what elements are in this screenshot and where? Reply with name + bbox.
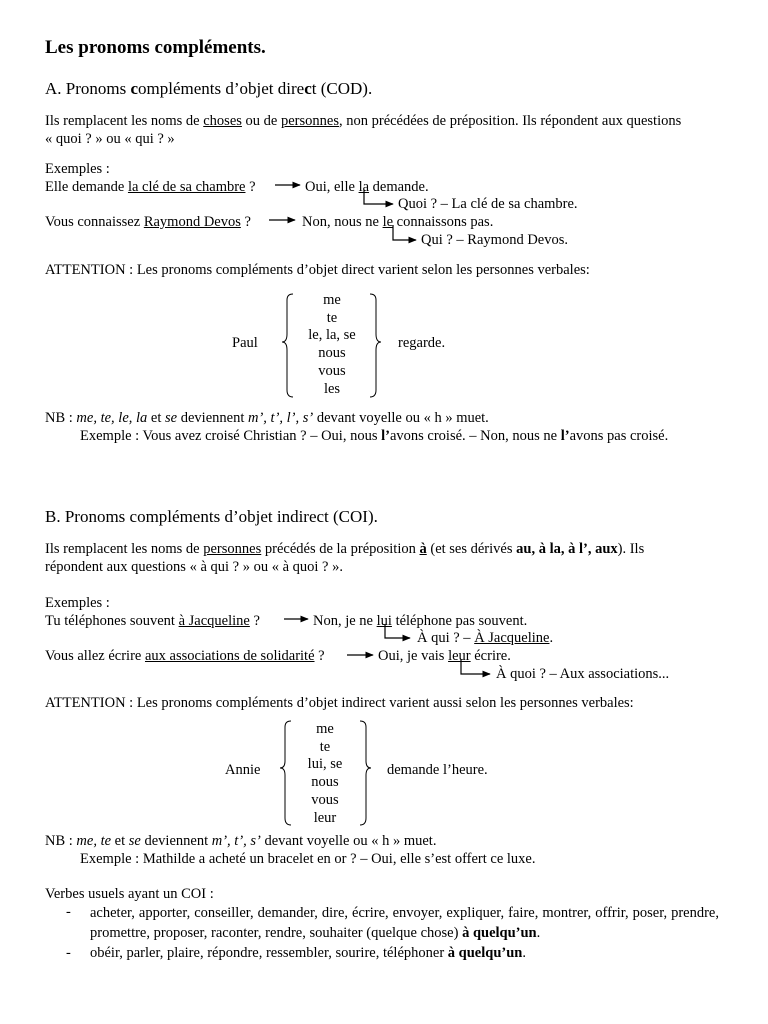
- underlined-word: choses: [203, 113, 242, 129]
- table-subject: Annie: [225, 762, 261, 778]
- underlined-complement: la clé de sa chambre: [127, 179, 246, 195]
- pronoun-item: vous: [318, 362, 346, 379]
- text: Elle demande: [45, 179, 128, 195]
- text: avons croisé. – Non, nous ne: [389, 428, 561, 444]
- text: , non précédées de préposition. Ils répondent aux questions: [338, 113, 682, 129]
- italic-pronouns: se: [128, 833, 141, 849]
- example-subquestion: À quoi ? – Aux associations...: [496, 666, 670, 682]
- text: .: [536, 925, 541, 941]
- verbs-label: Verbes usuels ayant un COI :: [45, 886, 214, 902]
- underlined-complement: À Jacqueline: [474, 630, 550, 646]
- heading-text: A. Pronoms: [45, 79, 131, 98]
- text: Ils remplacent les noms de: [45, 541, 204, 557]
- italic-pronouns: m’, t’, s’: [211, 833, 261, 849]
- text: demande.: [369, 179, 429, 195]
- bold-text: à quelqu’un: [447, 945, 523, 961]
- text: avons pas croisé.: [569, 428, 669, 444]
- pronoun-item: me: [316, 721, 334, 737]
- text: acheter, apporter, conseiller, demander, dire, écrire, envoyer, expliquer, faire, montrer, offrir, poser, prendre, promettre, proposer, raconter, rendre, souhaiter (quelque chose): [90, 905, 719, 941]
- heading-letter-bold: c: [130, 79, 139, 98]
- arrow-bent-icon: [461, 660, 490, 674]
- text: À qui ? –: [417, 630, 475, 646]
- text: Non, nous ne: [302, 214, 383, 230]
- text: et: [111, 833, 129, 849]
- example-subquestion: Quoi ? – La clé de sa chambre.: [398, 196, 578, 212]
- underlined-pronoun: la: [358, 179, 370, 195]
- underlined-pronoun: leur: [448, 648, 471, 664]
- pronoun-item: te: [319, 738, 331, 755]
- text: devant voyelle ou « h » muet.: [260, 833, 437, 849]
- text: Oui, elle: [305, 179, 359, 195]
- right-brace-icon: [370, 294, 381, 397]
- text: Vous allez écrire: [45, 648, 145, 664]
- text: Oui, je vais: [378, 648, 449, 664]
- text: obéir, parler, plaire, répondre, ressembler, sourire, téléphoner: [90, 945, 448, 961]
- text: ?: [245, 179, 256, 195]
- text: deviennent: [177, 410, 248, 426]
- arrow-bent-icon: [385, 624, 410, 638]
- pronoun-item: le, la, se: [308, 327, 356, 344]
- text: Non, je ne: [313, 613, 377, 629]
- underlined-pronoun: le: [382, 214, 394, 230]
- bold-pronoun: l’: [381, 428, 390, 444]
- underlined-preposition: à: [419, 541, 427, 557]
- text: .: [522, 945, 526, 961]
- heading-letter-bold: c: [304, 79, 312, 98]
- text: ?: [314, 648, 325, 664]
- bullet-mark: -: [66, 945, 71, 961]
- examples-label: Exemples :: [45, 161, 110, 177]
- text: Vous connaissez: [45, 214, 144, 230]
- underlined-complement: à Jacqueline: [178, 613, 250, 629]
- text: ). Ils: [617, 541, 645, 557]
- section-b-heading: B. Pronoms compléments d’objet indirect (COI).: [45, 507, 378, 526]
- table-verb: demande l’heure.: [387, 762, 488, 778]
- text: écrire.: [470, 648, 511, 664]
- text: Exemple : Vous avez croisé Christian ? – Oui, nous: [80, 428, 382, 444]
- underlined-complement: aux associations de solidarité: [144, 648, 315, 664]
- text: ?: [249, 613, 260, 629]
- pronoun-item: lui, se: [307, 756, 343, 773]
- right-brace-icon: [360, 721, 371, 825]
- bold-text: à quelqu’un: [462, 925, 537, 941]
- text: téléphone pas souvent.: [391, 613, 528, 629]
- text: devant voyelle ou « h » muet.: [313, 410, 489, 426]
- underlined-word: personnes: [203, 541, 262, 557]
- text: (et ses dérivés: [426, 541, 517, 557]
- pronoun-item: les: [323, 380, 341, 397]
- italic-pronouns: me, te, le, la: [76, 410, 148, 426]
- text: ?: [240, 214, 251, 230]
- example-subquestion: Qui ? – Raymond Devos.: [421, 232, 568, 248]
- text: NB :: [45, 833, 77, 849]
- heading-text: t (COD).: [311, 79, 373, 98]
- italic-pronouns: se: [165, 410, 178, 426]
- heading-text: ompléments d’objet dire: [138, 79, 305, 98]
- italic-pronouns: me, te: [76, 833, 112, 849]
- text: deviennent: [140, 833, 212, 849]
- text: .: [549, 630, 554, 646]
- bullet-mark: -: [66, 904, 71, 920]
- left-brace-icon: [280, 721, 291, 825]
- arrow-bent-icon: [364, 190, 393, 204]
- text: et: [147, 410, 166, 426]
- examples-label: Exemples :: [45, 595, 110, 611]
- underlined-pronoun: lui: [376, 613, 392, 629]
- left-brace-icon: [282, 294, 293, 397]
- text: NB :: [45, 410, 77, 426]
- bold-derivatives: au, à la, à l’, aux: [516, 541, 618, 557]
- text: connaissons pas.: [393, 214, 494, 230]
- text: ou de: [241, 113, 281, 129]
- page-title: Les pronoms compléments.: [45, 37, 266, 58]
- nb-example: Exemple : Mathilde a acheté un bracelet en or ? – Oui, elle s’est offert ce luxe.: [80, 851, 536, 867]
- underlined-word: personnes: [280, 113, 339, 129]
- attention-note: ATTENTION : Les pronoms compléments d’objet direct varient selon les personnes verbales:: [45, 262, 590, 278]
- pronoun-item: me: [323, 292, 341, 308]
- text: précédés de la préposition: [261, 541, 420, 557]
- section-b-intro-line2: répondent aux questions « à qui ? » ou « à quoi ? ».: [45, 559, 343, 575]
- table-verb: regarde.: [398, 335, 446, 351]
- text: Tu téléphones souvent: [45, 613, 179, 629]
- pronoun-item: te: [326, 309, 338, 326]
- attention-note: ATTENTION : Les pronoms compléments d’objet indirect varient aussi selon les personnes verbales:: [45, 695, 634, 711]
- pronoun-item: leur: [313, 809, 337, 826]
- pronoun-item: vous: [311, 791, 339, 808]
- underlined-complement: Raymond Devos: [143, 214, 241, 230]
- section-a-intro-line2: « quoi ? » ou « qui ? »: [45, 131, 175, 147]
- pronoun-item: nous: [318, 345, 346, 362]
- arrow-bent-icon: [393, 225, 416, 240]
- table-subject: Paul: [232, 335, 258, 351]
- pronoun-item: nous: [311, 774, 339, 791]
- text: Ils remplacent les noms de: [45, 113, 204, 129]
- italic-pronouns: m’, t’, l’, s’: [247, 410, 314, 426]
- bold-pronoun: l’: [560, 428, 570, 444]
